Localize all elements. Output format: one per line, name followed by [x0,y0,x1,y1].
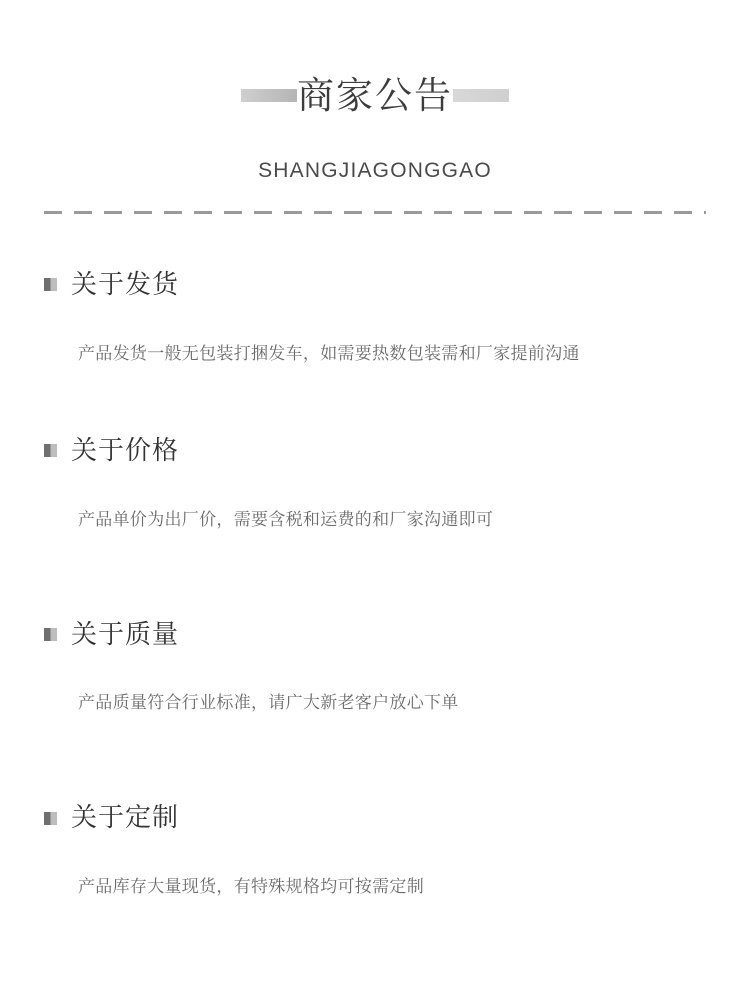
section-title: 关于发货 [71,269,180,300]
section-body: 产品质量符合行业标准，请广大新老客户放心下单 [78,693,459,713]
spacer [0,369,750,413]
section-title: 关于质量 [71,618,180,649]
section-body: 产品库存大量现货，有特殊规格均可按需定制 [78,877,424,897]
section-header [44,413,706,487]
page-header [0,0,750,183]
section-header [44,597,706,671]
spacer [0,535,750,597]
section-header [44,248,706,322]
title-row [0,52,750,139]
spacer [0,719,750,781]
section-title: 关于价格 [71,434,180,465]
section-title: 关于定制 [71,802,180,833]
section-body: 产品发货一般无包装打捆发车，如需要热数包装需和厂家提前沟通 [78,343,580,363]
page-title: 商家公告 [297,74,453,116]
section-shipping [0,248,750,370]
title-bar-right-decoration [453,89,509,102]
square-bullet-icon [44,278,57,291]
square-bullet-icon [44,812,57,825]
section-body: 产品单价为出厂价，需要含税和运费的和厂家沟通即可 [78,509,494,529]
square-bullet-icon [44,444,57,457]
section-quality [0,597,750,719]
title-bar-left-decoration [241,89,297,102]
square-bullet-icon [44,628,57,641]
section-header [44,781,706,855]
sections-list [0,248,750,903]
dashed-divider [44,211,706,214]
section-customization [0,781,750,903]
page-subtitle: SHANGJIAGONGGAO [258,158,492,182]
section-price [0,413,750,535]
